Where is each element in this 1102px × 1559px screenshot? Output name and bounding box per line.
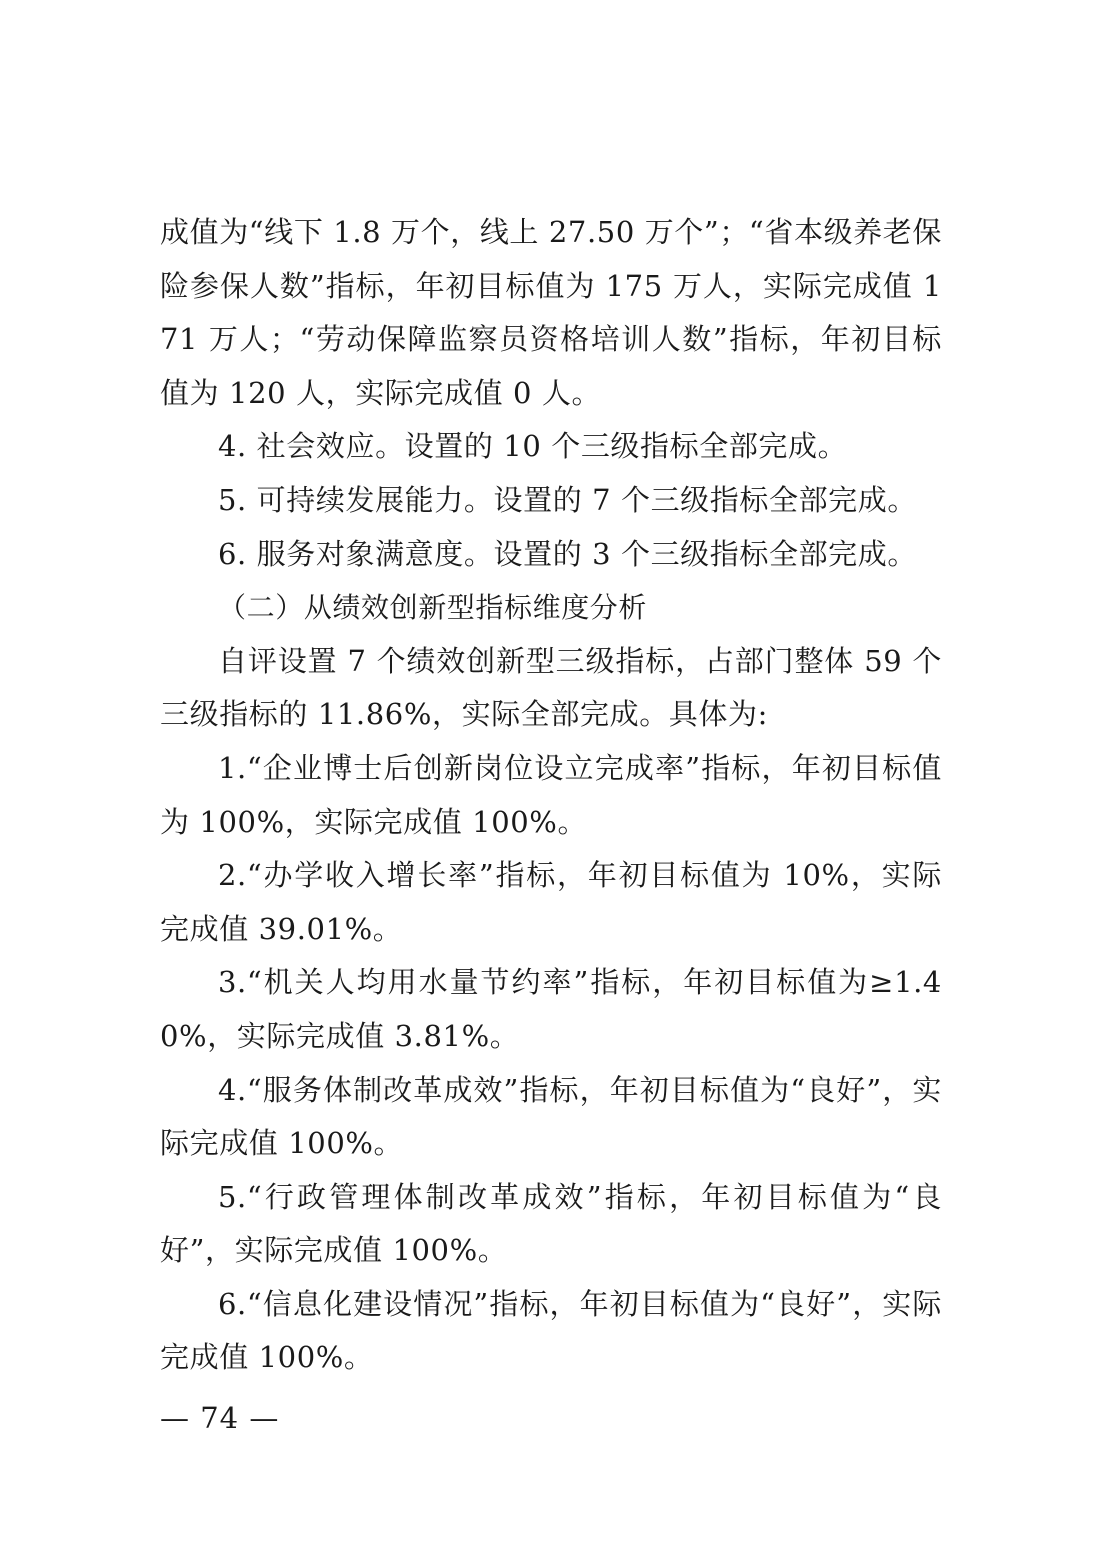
paragraph-item-2: 2.“办学收入增长率”指标，年初目标值为 10%，实际完成值 39.01%。 — [160, 858, 942, 946]
paragraph-item-5: 5.“行政管理体制改革成效”指标，年初目标值为“良好”，实际完成值 100%。 — [160, 1179, 942, 1268]
paragraph-item-6: 6.“信息化建设情况”指标，年初目标值为“良好”，实际完成值 100%。 — [160, 1286, 942, 1375]
body-text — [160, 206, 942, 1385]
paragraph-continuation: 成值为“线下 1.8 万个，线上 27.50 万个”；“省本级养老保险参保人数”指标，年初目标值为 175 万人，实际完成值 171 万人；“劳动保障监察员资格培训人数”指标，年初目标值为 120 人，实际完成值 0 人。 — [160, 215, 942, 410]
page-number: — 74 — — [160, 1401, 280, 1435]
paragraph-sustainability: 5. 可持续发展能力。设置的 7 个三级指标全部完成。 — [218, 482, 917, 517]
paragraph-innovation-summary: 自评设置 7 个绩效创新型三级指标，占部门整体 59 个三级指标的 11.86%，实际全部完成。具体为: — [160, 643, 942, 732]
paragraph-satisfaction: 6. 服务对象满意度。设置的 3 个三级指标全部完成。 — [218, 536, 917, 571]
paragraph-item-1: 1.“企业博士后创新岗位设立完成率”指标，年初目标值为 100%，实际完成值 100%。 — [160, 750, 942, 839]
paragraph-item-4: 4.“服务体制改革成效”指标，年初目标值为“良好”，实际完成值 100%。 — [160, 1072, 942, 1161]
paragraph-social-effect: 4. 社会效应。设置的 10 个三级指标全部完成。 — [218, 429, 848, 464]
paragraph-item-3: 3.“机关人均用水量节约率”指标，年初目标值为≥1.40%，实际完成值 3.81%。 — [160, 965, 942, 1053]
section-heading: （二）从绩效创新型指标维度分析 — [218, 591, 648, 625]
